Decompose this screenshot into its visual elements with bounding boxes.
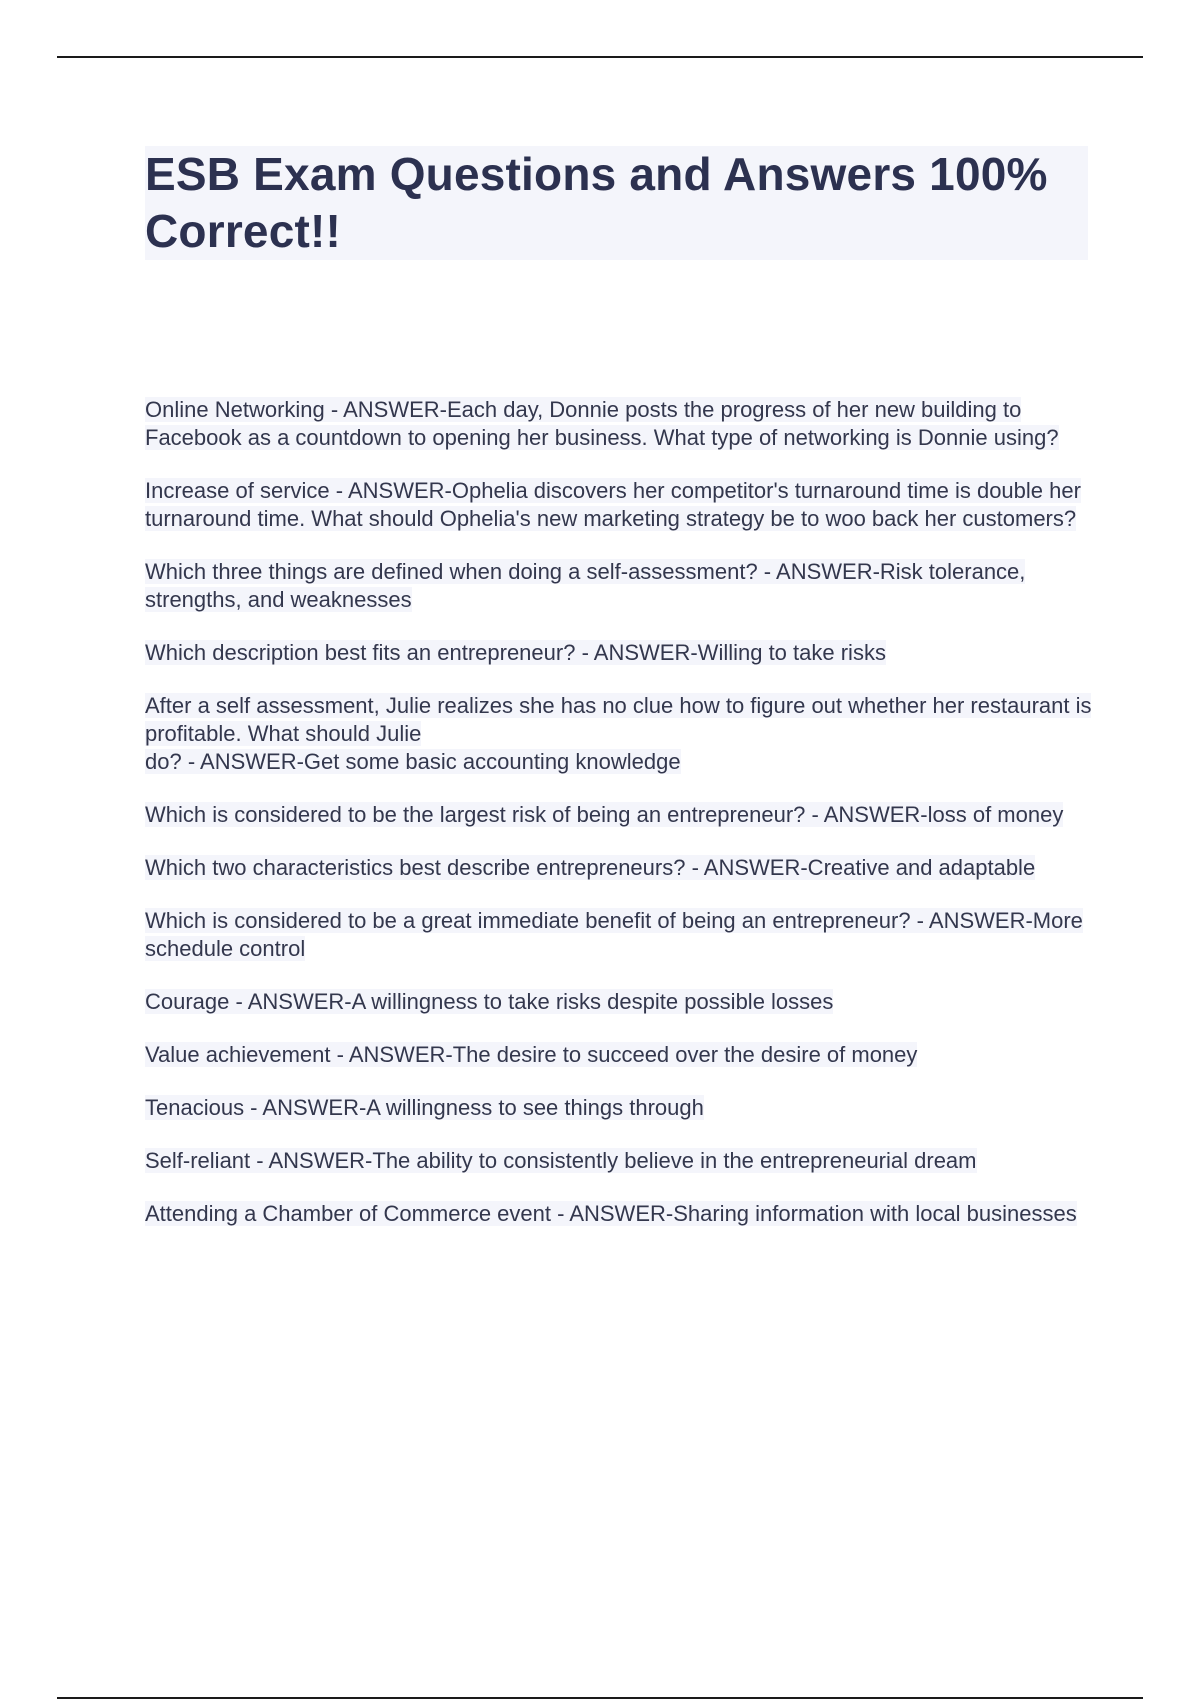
qa-item (145, 988, 1095, 1016)
qa-text: Online Networking - ANSWER-Each day, Donnie posts the progress of her new building to Facebook as a countdown to opening her business. What type of networking is Donnie using? (145, 397, 1059, 450)
title-block (145, 146, 1088, 260)
qa-text: Which two characteristics best describe entrepreneurs? - ANSWER-Creative and adaptable (145, 855, 1036, 880)
qa-list (145, 396, 1095, 1253)
qa-text: Which is considered to be the largest risk of being an entrepreneur? - ANSWER-loss of money (145, 802, 1064, 827)
qa-text-continued: do? - ANSWER-Get some basic accounting knowledge (145, 749, 681, 774)
qa-text: Which description best fits an entrepreneur? - ANSWER-Willing to take risks (145, 640, 886, 665)
qa-item (145, 854, 1095, 882)
qa-item (145, 1094, 1095, 1122)
qa-text: Courage - ANSWER-A willingness to take risks despite possible losses (145, 989, 834, 1014)
bottom-rule (57, 1697, 1143, 1699)
qa-text: After a self assessment, Julie realizes she has no clue how to figure out whether her restaurant is profitable. What should Julie (145, 693, 1092, 746)
qa-text: Which three things are defined when doing a self-assessment? - ANSWER-Risk tolerance, strengths, and weaknesses (145, 559, 1026, 612)
qa-text: Attending a Chamber of Commerce event - ANSWER-Sharing information with local businesses (145, 1201, 1077, 1226)
qa-item (145, 639, 1095, 667)
qa-text: Self-reliant - ANSWER-The ability to consistently believe in the entrepreneurial dream (145, 1148, 977, 1173)
qa-item (145, 907, 1095, 963)
qa-text: Which is considered to be a great immediate benefit of being an entrepreneur? - ANSWER-More schedule control (145, 908, 1083, 961)
qa-text: Tenacious - ANSWER-A willingness to see things through (145, 1095, 704, 1120)
qa-item (145, 1041, 1095, 1069)
qa-item (145, 801, 1095, 829)
qa-item (145, 396, 1095, 452)
qa-text: Increase of service - ANSWER-Ophelia discovers her competitor's turnaround time is double her turnaround time. What should Ophelia's new marketing strategy be to woo back her customers? (145, 478, 1081, 531)
qa-item (145, 558, 1095, 614)
qa-item (145, 1147, 1095, 1175)
qa-item (145, 692, 1095, 776)
qa-item (145, 1200, 1095, 1228)
qa-item (145, 477, 1095, 533)
page-title: ESB Exam Questions and Answers 100% Correct!! (145, 148, 1048, 257)
top-rule (57, 56, 1143, 58)
qa-text: Value achievement - ANSWER-The desire to succeed over the desire of money (145, 1042, 918, 1067)
